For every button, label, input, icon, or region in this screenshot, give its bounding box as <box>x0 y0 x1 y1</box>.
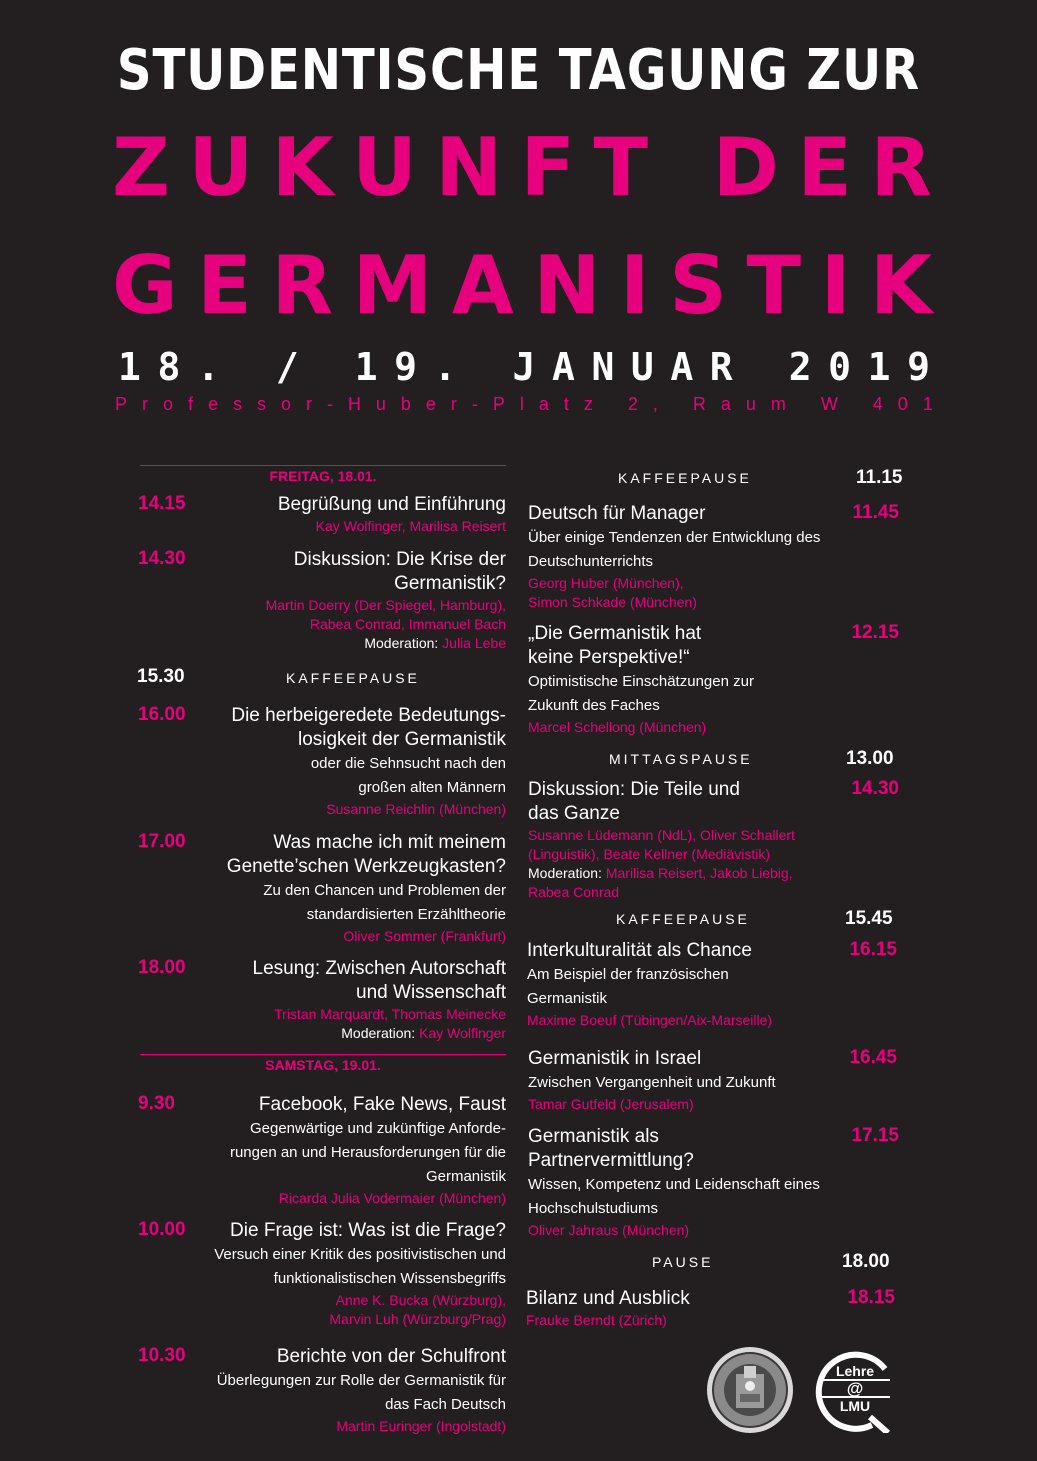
date-char <box>315 348 338 386</box>
session-speakers: Susanne Lüdemann (NdL), Oliver Schallert (Linguistik), Beate Kellner (Mediävistik) <box>528 827 795 862</box>
date-char <box>473 348 496 386</box>
session-1215 <box>528 622 788 737</box>
venue-char: e <box>425 394 436 414</box>
session-1430 <box>138 548 506 653</box>
session-speakers: Martin Doerry (Der Spiegel, Hamburg), Rabea Conrad, Immanuel Bach <box>265 597 506 632</box>
session-subtitle: Überlegungen zur Rolle der Germanistik für das Fach Deutsch <box>216 1372 506 1413</box>
session-time: 10.00 <box>138 1219 186 1240</box>
session-format: Diskussion: <box>528 779 631 800</box>
session-speakers: Martin Euringer (Ingolstadt) <box>336 1418 506 1434</box>
title-letter: D <box>712 121 780 214</box>
session-speakers: Oliver Jahraus (München) <box>528 1222 690 1238</box>
session-1800 <box>138 957 506 1043</box>
venue-char: u <box>745 394 756 414</box>
session-time: 17.15 <box>851 1125 899 1146</box>
venue-char: 2 <box>627 394 638 414</box>
venue-char <box>801 395 806 413</box>
session-time: 18.15 <box>847 1287 895 1308</box>
title-letter: R <box>870 121 932 214</box>
session-1715 <box>528 1125 828 1240</box>
session-subtitle: Versuch einer Kritik des positivistischen und funktionalistischen Wissensbegriffs <box>214 1246 506 1287</box>
session-subtitle: Optimistische Einschätzungen zur Zukunft des Faches <box>528 673 754 714</box>
venue-char <box>608 395 613 413</box>
title-letter: E <box>197 239 252 332</box>
session-title: „Die Germanistik hat keine Perspektive!“ <box>528 623 702 668</box>
title-letter: I <box>820 239 851 332</box>
break-label: MITTAGSPAUSE <box>609 751 753 767</box>
date-char: A <box>551 345 575 389</box>
break-time: 11.15 <box>856 467 903 488</box>
session-time: 14.15 <box>138 493 186 514</box>
session-title: Die Frage ist: Was ist die Frage? <box>230 1220 506 1241</box>
session-subtitle: Am Beispiel der französischen Germanistik <box>527 966 729 1007</box>
title-letter: I <box>619 239 650 332</box>
session-time: 16.45 <box>849 1047 897 1068</box>
session-time: 17.00 <box>138 831 186 852</box>
venue-char: P <box>492 394 505 414</box>
session-speakers: Tamar Gutfeld (Jerusalem) <box>528 1096 694 1112</box>
session-subtitle: Über einige Tendenzen der Entwicklung des Deutschunterrichts <box>528 529 821 570</box>
date-char: J <box>512 345 536 389</box>
title-line-1: STUDENTISCHE TAGUNG ZUR <box>116 38 921 103</box>
date-char: 1 <box>354 345 378 389</box>
title-letter: T <box>593 121 649 214</box>
date-char: R <box>709 345 733 389</box>
session-1415 <box>138 493 506 536</box>
session-time: 16.00 <box>138 704 186 725</box>
event-date <box>118 345 930 389</box>
session-time: 16.15 <box>849 939 897 960</box>
date-char: 9 <box>907 345 930 389</box>
date-char <box>749 348 772 386</box>
session-title: Die Teile und das Ganze <box>528 779 740 824</box>
break-time: 13.00 <box>846 748 894 769</box>
title-letter: K <box>271 121 334 214</box>
session-speakers: Anne K. Bucka (Würzburg), Marvin Luh (Würzburg/Prag) <box>329 1292 506 1327</box>
session-1000 <box>138 1219 506 1329</box>
venue-char: m <box>770 394 786 414</box>
venue-char: l <box>519 394 524 414</box>
break-label: KAFFEEPAUSE <box>616 911 750 927</box>
university-seal-icon <box>706 1346 794 1434</box>
venue-char: H <box>347 394 361 414</box>
session-title: Germanistik als Partnervermittlung? <box>528 1126 694 1171</box>
venue-char: 1 <box>922 394 933 414</box>
title-letter: M <box>352 239 433 332</box>
session-speakers: Tristan Marquardt, Thomas Meinecke <box>274 1006 506 1022</box>
session-1600 <box>138 704 506 819</box>
session-time: 18.00 <box>138 957 186 978</box>
session-speakers: Marcel Schellong (München) <box>528 719 707 735</box>
title-letter: E <box>797 121 853 214</box>
break-time: 15.45 <box>845 908 893 929</box>
venue-char: r <box>142 394 148 414</box>
session-subtitle: Wissen, Kompetenz und Leidenschaft eines Hochschulstudiums <box>528 1176 820 1217</box>
venue-char: u <box>375 394 386 414</box>
session-1815 <box>526 1287 826 1330</box>
title-letter <box>666 128 694 208</box>
moderation-label: Moderation: <box>341 1025 420 1041</box>
venue-char: P <box>115 394 128 414</box>
session-speakers: Kay Wolfinger, Marilisa Reisert <box>315 518 506 534</box>
day-header-friday: FREITAG, 18.01. <box>140 465 506 484</box>
date-char: 1 <box>867 345 891 389</box>
title-letter: F <box>520 121 576 214</box>
date-char: N <box>591 345 615 389</box>
moderator: Marilisa Reisert, Jakob Liebig, Rabea Conrad <box>528 865 793 900</box>
session-time: 14.30 <box>851 778 899 799</box>
title-letter: Z <box>112 121 171 214</box>
session-time: 11.45 <box>852 502 899 523</box>
break-time: 18.00 <box>842 1251 890 1272</box>
title-letter: K <box>869 239 932 332</box>
session-speakers: Maxime Boeuf (Tübingen/Aix-Marseille) <box>527 1012 773 1028</box>
venue-char: z <box>583 394 593 414</box>
date-char: 9 <box>394 345 418 389</box>
session-title: Zwischen Autorschaft und Wissenschaft <box>325 958 506 1003</box>
venue-char: a <box>720 394 731 414</box>
session-speakers: Georg Huber (München), Simon Schkade (München) <box>528 575 697 610</box>
date-char: 1 <box>118 345 141 389</box>
title-letter: A <box>451 239 514 332</box>
venue-char <box>673 395 678 413</box>
session-time: 9.30 <box>138 1093 175 1114</box>
session-title: Begrüßung und Einführung <box>277 494 506 515</box>
session-title: Deutsch für Manager <box>528 503 706 524</box>
venue-char: , <box>652 394 658 414</box>
session-1645 <box>528 1047 828 1114</box>
date-char: / <box>275 345 299 389</box>
session-time: 12.15 <box>851 622 899 643</box>
session-1615 <box>527 939 827 1030</box>
moderator: Julia Lebe <box>442 635 506 651</box>
session-title: Berichte von der Schulfront <box>276 1346 506 1367</box>
session-title: Interkulturalität als Chance <box>527 940 752 961</box>
session-subtitle: oder die Sehnsucht nach den großen alten Männern <box>310 755 506 796</box>
venue-char <box>853 395 858 413</box>
title-letter: N <box>533 239 601 332</box>
venue-char: s <box>232 394 242 414</box>
break-label: KAFFEEPAUSE <box>286 670 420 686</box>
venue-char: b <box>400 394 411 414</box>
title-letter: N <box>435 121 503 214</box>
title-letter: G <box>112 239 178 332</box>
title-letter: R <box>271 239 334 332</box>
venue-char: o <box>162 394 173 414</box>
venue-char: - <box>326 394 333 414</box>
venue-char: a <box>538 394 549 414</box>
date-char: . <box>196 345 220 389</box>
date-char <box>236 348 259 386</box>
date-char: 8 <box>157 345 181 389</box>
logo-text-bottom: LMU <box>839 1398 871 1414</box>
date-char: U <box>630 345 654 389</box>
venue-char: R <box>692 394 706 414</box>
session-title: Facebook, Fake News, Faust <box>258 1094 506 1115</box>
venue-char: r <box>305 394 312 414</box>
session-title: Bilanz und Ausblick <box>526 1288 690 1309</box>
day-header-saturday: SAMSTAG, 19.01. <box>140 1054 506 1073</box>
session-title: Die herbeigeredete Bedeutungs-losigkeit der Germanistik <box>231 705 506 750</box>
title-letter: U <box>188 121 254 214</box>
session-0930 <box>138 1093 506 1208</box>
title-letter: T <box>746 239 802 332</box>
date-char: 2 <box>788 345 812 389</box>
venue-char: e <box>207 394 218 414</box>
break-time: 15.30 <box>137 666 185 687</box>
session-1430-b <box>528 778 828 902</box>
logo-text-at: @ <box>846 1379 864 1398</box>
session-speakers: Oliver Sommer (Frankfurt) <box>343 928 506 944</box>
session-speakers: Susanne Reichlin (München) <box>326 801 506 817</box>
session-title: Die Krise der Germanistik? <box>394 549 506 594</box>
session-subtitle: Zu den Chancen und Problemen der standardisierten Erzähltheorie <box>263 882 506 923</box>
date-char: A <box>670 345 694 389</box>
session-1145 <box>528 502 828 612</box>
venue-char: - <box>471 394 478 414</box>
session-format: Lesung: <box>252 958 326 979</box>
venue-char: r <box>450 394 457 414</box>
venue-char: f <box>187 394 193 414</box>
moderation-label: Moderation: <box>528 865 606 881</box>
session-format: Diskussion: <box>293 549 397 570</box>
date-char: . <box>433 345 457 389</box>
session-title: Germanistik in Israel <box>528 1048 702 1069</box>
venue <box>115 395 933 413</box>
session-subtitle: Zwischen Vergangenheit und Zukunft <box>528 1074 776 1091</box>
venue-char: 4 <box>872 394 883 414</box>
break-label: PAUSE <box>652 1254 714 1270</box>
moderation-label: Moderation: <box>364 635 443 651</box>
session-title: Was mache ich mit meinem Genette’schen Werkzeugkasten? <box>226 832 506 877</box>
session-speakers: Ricarda Julia Vodermaier (München) <box>278 1190 506 1206</box>
logo-text-top: Lehre <box>835 1363 875 1379</box>
venue-char: 0 <box>897 394 908 414</box>
venue-char: o <box>280 394 291 414</box>
venue-char: s <box>256 394 266 414</box>
venue-char: W <box>820 394 838 414</box>
title-letter: S <box>669 239 727 332</box>
session-time: 14.30 <box>138 548 186 569</box>
date-char: 0 <box>828 345 852 389</box>
title-line-2 <box>112 121 932 214</box>
venue-char: t <box>563 394 569 414</box>
moderator: Kay Wolfinger <box>419 1025 506 1041</box>
session-1030 <box>138 1345 506 1436</box>
session-speakers: Frauke Berndt (Zürich) <box>526 1312 667 1328</box>
title-letter: U <box>351 121 417 214</box>
session-subtitle: Gegenwärtige und zukünftige Anforde-rungen an und Herausforderungen für die Germanistik <box>229 1120 506 1185</box>
break-label: KAFFEEPAUSE <box>618 470 752 486</box>
session-1700 <box>138 831 506 946</box>
session-time: 10.30 <box>138 1345 186 1366</box>
lehre-at-lmu-logo <box>812 1347 898 1433</box>
title-line-3 <box>112 239 932 332</box>
